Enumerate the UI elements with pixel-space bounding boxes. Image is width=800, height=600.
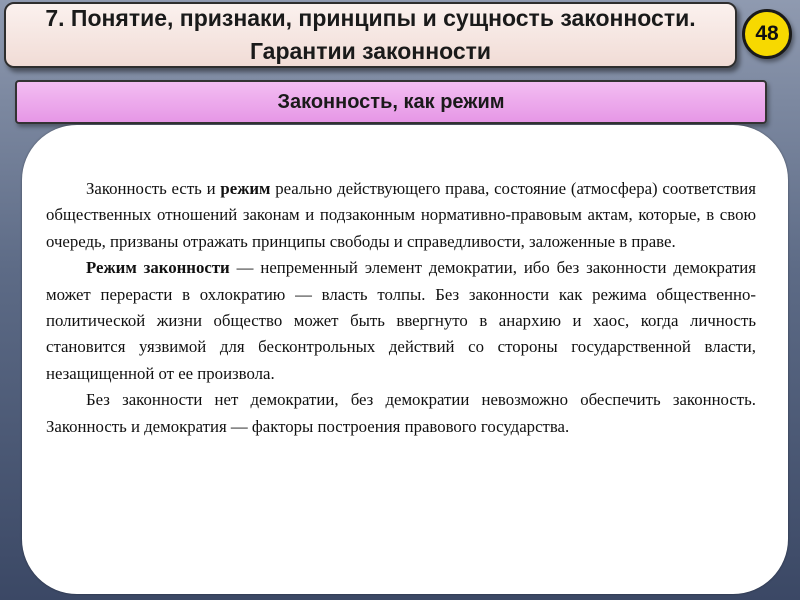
slide-title-text: 7. Понятие, признаки, принципы и сущность законности. Гарантии законности	[45, 5, 696, 64]
paragraph-1-rest: реально действующего права, состояние (атмосфера) соответствия общественных отношений законам и подзаконным нормативно-правовым актам, которые, в свою очередь, призваны отражать принципы свободы и справедливости, заложенные в праве.	[46, 179, 756, 251]
paragraph-2-bold: Режим законности	[86, 258, 230, 278]
text-body	[46, 176, 756, 440]
section-subtitle	[15, 80, 767, 124]
section-subtitle-text: Законность, как режим	[277, 90, 505, 113]
paragraph-1-bold: режим	[220, 179, 271, 198]
paragraph-2	[46, 255, 756, 387]
paragraph-3	[46, 387, 756, 440]
paragraph-1-lead: Законность есть и	[86, 179, 221, 198]
slide-number: 48	[755, 22, 779, 45]
paragraph-3-rest: Без законности нет демократии, без демократии невозможно обеспечить законность. Законность и демократия — факторы построения правового государства.	[46, 390, 756, 436]
slide-title	[4, 2, 737, 68]
paragraph-2-rest: — непременный элемент демократии, ибо без законности демократия может перерасти в охлократию — власть толпы. Без законности как режима общественно-политической жизни общество может быть ввергнуто в анархию и хаос, когда личность становится уязвимой для бесконтрольных действий со стороны государственной власти, незащищенной от ее произвола.	[46, 258, 756, 383]
slide-number-badge	[742, 9, 792, 59]
paragraph-1	[46, 176, 756, 255]
